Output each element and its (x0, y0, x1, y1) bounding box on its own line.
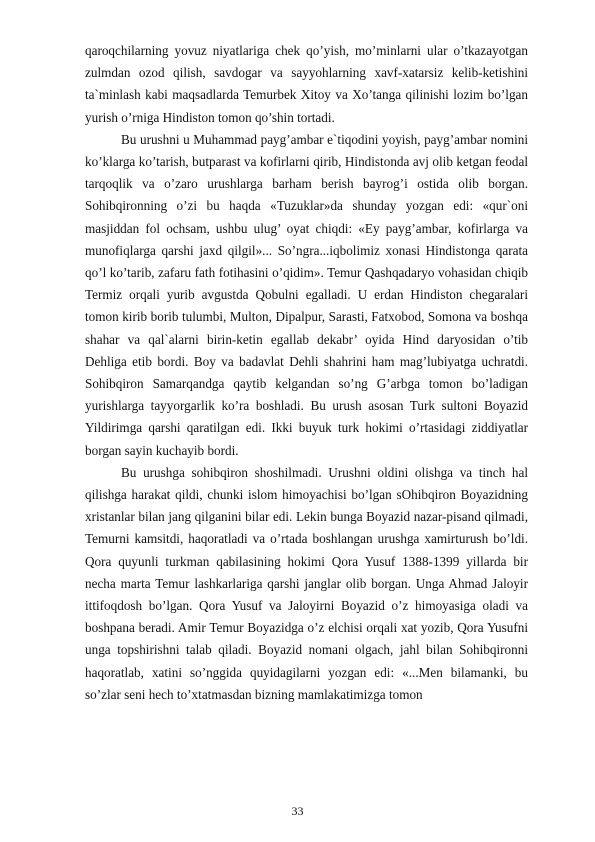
page-number: 33 (291, 804, 304, 818)
body-text (85, 40, 528, 706)
paragraph-2: Bu urushni u Muhammad payg’ambar e`tiqodini yoyish, payg’ambar nomini ko’klarga ko’tarish, butparast va kofirlarni qirib, Hindistonda avj olib ketgan feodal tarqoqlik va o’zaro urushlarga barham berish bayrog’i ostida olib borgan. Sohibqironning o’zi bu haqda «Tuzuklar»da shunday yozgan edi: «qur`oni masjiddan fol ochsam, ushbu ulug’ oyat chiqdi: «Ey payg’ambar, kofirlarga va munofiqlarga qarshi jaxd qilgil»... So’ngra...iqbolimiz xonasi Hindistonga qarata qo’l ko’tarib, zafaru fath fotihasini o’qidim». Temur Qashqadaryo vohasidan chiqib Termiz orqali yurib avgustda Qobulni egalladi. U erdan Hindiston chegaralari tomon kirib borib tulumbi, Multon, Dipalpur, Sarasti, Fatxobod, Somona va boshqa shahar va qal`alarni birin-ketin egallab dekabr’ oyida Hind daryosidan o’tib Dehliga etib bordi. Boy va badavlat Dehli shahrini ham mag’lubiyatga uchratdi. Sohibqiron Samarqandga qaytib kelgandan so’ng G’arbga tomon bo’ladigan yurishlarga tayyorgarlik ko’ra boshladi. Bu urush asosan Turk sultoni Boyazid Yildirimga qarshi qaratilgan edi. Ikki buyuk turk hokimi o’rtasidagi ziddiyatlar borgan sayin kuchayib bordi. (85, 131, 528, 458)
paragraph-3: Bu urushga sohibqiron shoshilmadi. Urushni oldini olishga va tinch hal qilishga harakat qildi, chunki islom himoyachisi bo’lgan sOhibqiron Boyazidning xristanlar bilan jang qilganini bilar edi. Lekin bunga Boyazid nazar-pisand qilmadi, Temurni kamsitdi, haqoratladi va o’rtada boshlangan urushga xamirturush bo’ldi. Qora quyunli turkman qabilasining hokimi Qora Yusuf 1388-1399 yillarda bir necha marta Temur lashkarlariga qarshi janglar olib borgan. Unga Ahmad Jaloyir ittifoqdosh bo’lgan. Qora Yusuf va Jaloyirni Boyazid o’z himoyasiga oladi va boshpana beradi. Amir Temur Boyazidga o’z elchisi orqali xat yozib, Qora Yusufni unga topshirishni talab qiladi. Boyazid nomani olgach, jahl bilan Sohibqironni haqoratlab, xatini so’nggida quyidagilarni yozgan edi: «...Men bilamanki, bu so’zlar seni hech to’xtatmasdan bizning mamlakatimizga tomon (85, 464, 528, 702)
paragraph-1: qaroqchilarning yovuz niyatlariga chek qo’yish, mo’minlarni ular o’tkazayotgan zulmdan ozod qilish, savdogar va sayyohlarning xavf-xatarsiz kelib-ketishini ta`minlash kabi maqsadlarda Temurbek Xitoy va Xo’tanga qilinishi lozim bo’lgan yurish o’rniga Hindiston tomon qo’shin tortadi. (85, 43, 528, 125)
